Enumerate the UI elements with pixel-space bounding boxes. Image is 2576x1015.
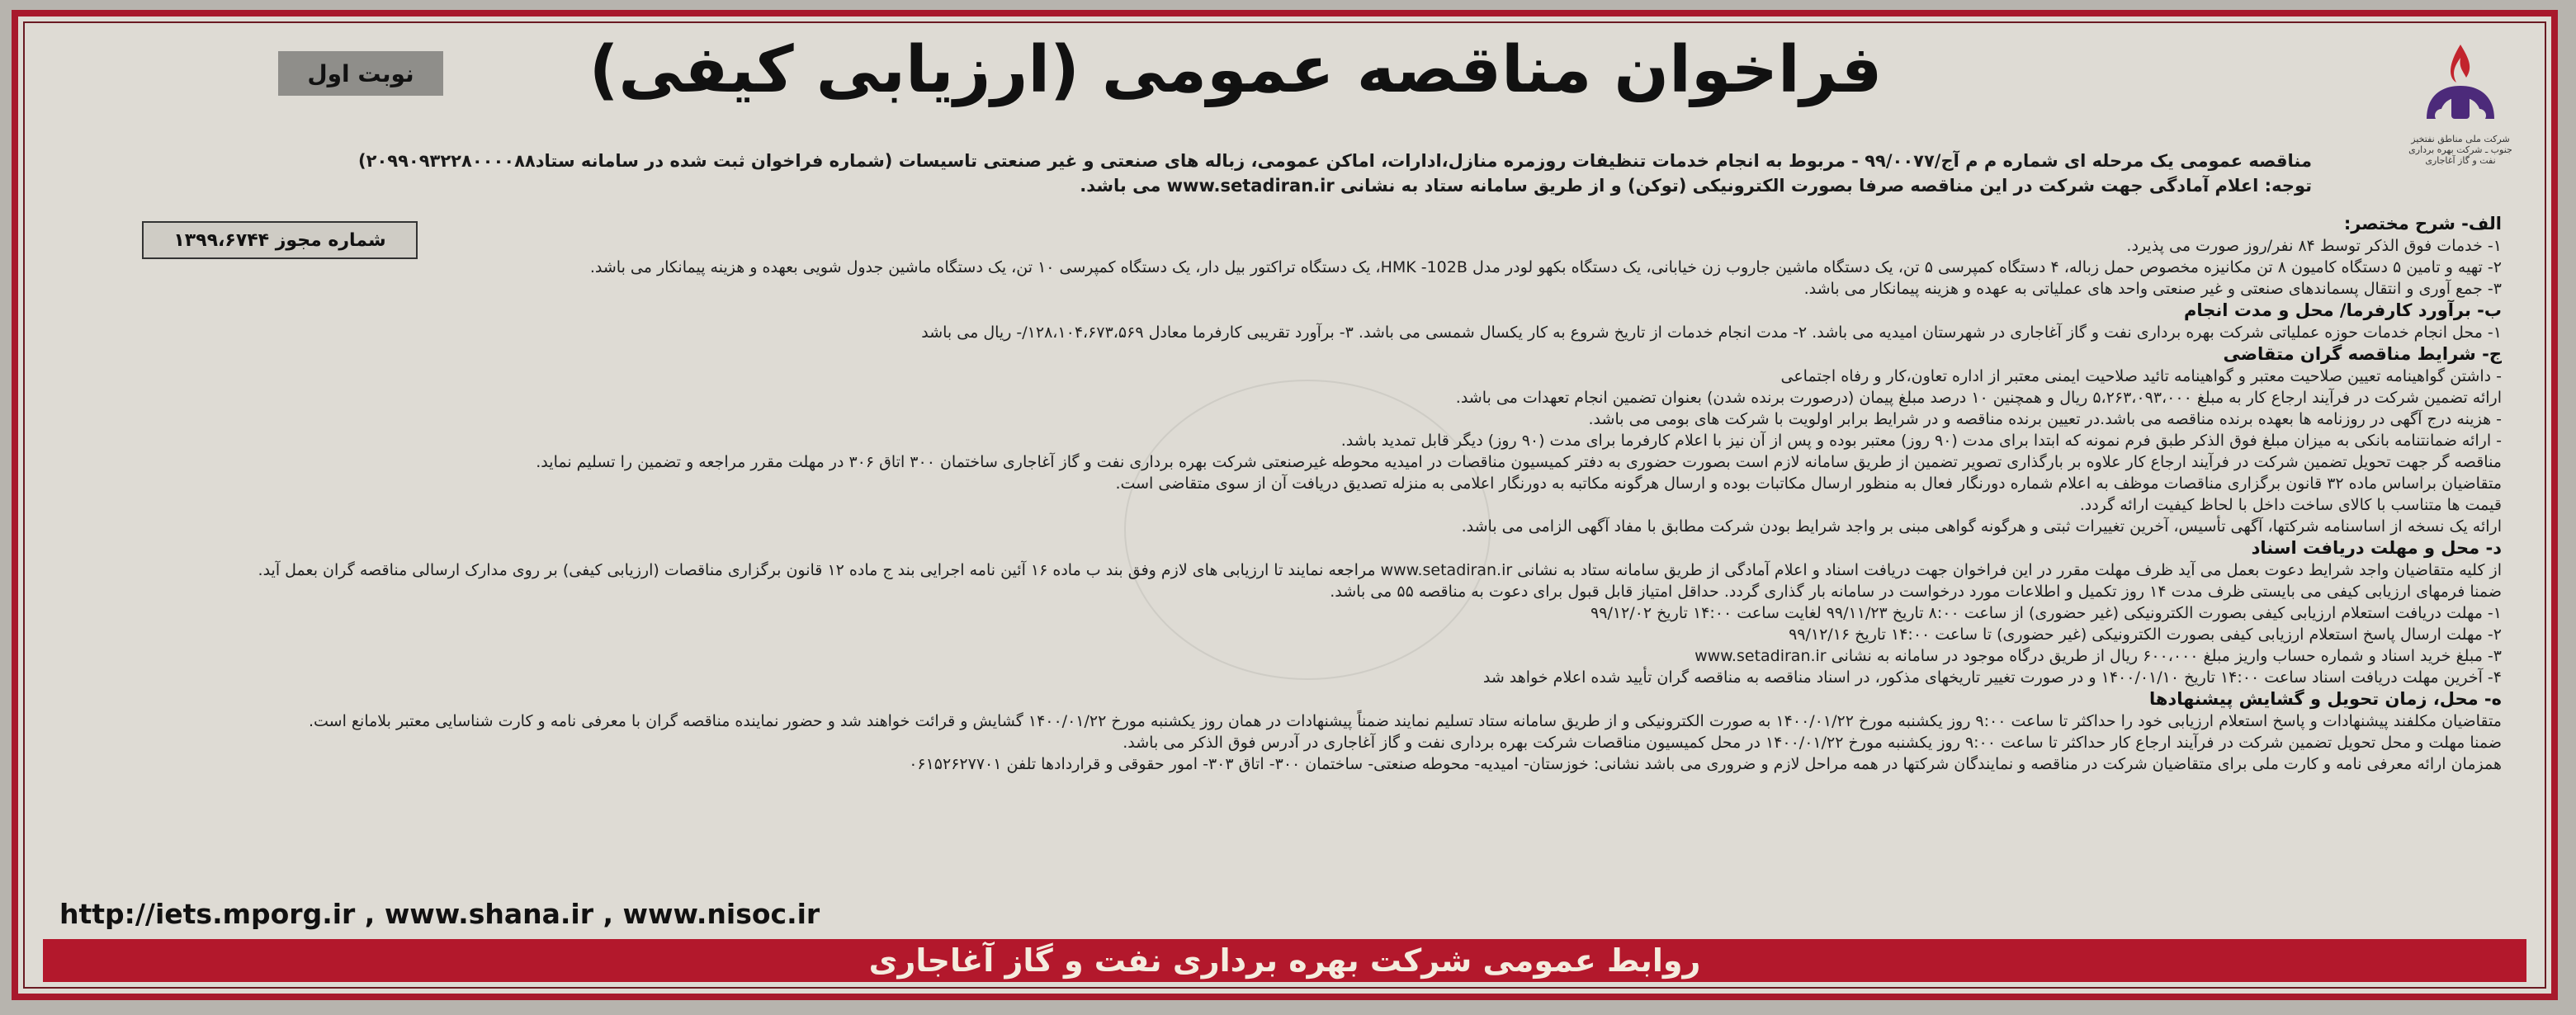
body-line: ۳- مبلغ خرید اسناد و شماره حساب واریز مبلغ ۶۰۰،۰۰۰ ریال از طریق درگاه موجود در سامانه به نشانی www.setadiran.ir <box>1694 647 2502 665</box>
tender-body <box>68 213 2502 775</box>
tender-notice-page <box>12 10 2558 1000</box>
body-line: از کلیه متقاضیان واجد شرایط دعوت بعمل می آید ظرف مهلت مقرر در این فراخوان جهت دریافت اسناد و اعلام آمادگی از طریق سامانه ستاد به نشانی www.setadiran.ir مراجعه نمایند تا ارزیابی های لازم وفق بند ب ماده ۱۶ آئین نامه اجرایی بند ج ماده ۱۲ قانون برگزاری مناقصات (ارزیابی کیفی) بر روی مدارک ارسالی مناقصه گران بعمل آید. <box>258 561 2502 579</box>
section-heading: الف- شرح مختصر: <box>2343 214 2502 234</box>
footer-banner: روابط عمومی شرکت بهره برداری نفت و گاز آغاجاری <box>43 939 2526 982</box>
body-line: ضمنا مهلت و محل تحویل تضمین شرکت در فرآیند ارجاع کار حداکثر تا ساعت ۹:۰۰ روز یکشنبه مورخ ۱۴۰۰/۰۱/۲۲ در محل کمیسیون مناقصات شرکت بهره برداری نفت و گاز آغاجاری در آدرس فوق الذکر می باشد. <box>1123 734 2502 752</box>
intro-line: مناقصه عمومی یک مرحله ای شماره م م آج/۹۹/۰۰۷۷ - مربوط به انجام خدمات تنظیفات روزمره منازل،ادارات، اماکن عمومی، زباله های صنعتی و غیر صنعتی تاسیسات (شماره فراخوان ثبت شده در سامانه ستاد۲۰۹۹۰۹۳۲۲۸۰۰۰۰۸۸) <box>358 151 2312 171</box>
body-line: - ارائه ضمانتنامه بانکی به میزان مبلغ فوق الذکر طبق فرم نمونه که ابتدا برای مدت (۹۰ روز) معتبر بوده و پس از آن نیز با اعلام کارفرما برای مدت (۹۰ روز) دیگر قابل تمدید باشد. <box>1340 432 2502 450</box>
body-line: ۳- جمع آوری و انتقال پسماندهای صنعتی و غیر صنعتی واحد های عملیاتی به عهده و هزینه پیمانکار می باشد. <box>1803 280 2502 298</box>
body-line: ۴- آخرین مهلت دریافت اسناد ساعت ۱۴:۰۰ تاریخ ۱۴۰۰/۰۱/۱۰ و در صورت تغییر تاریخهای مذکور، در اسناد مناقصه به مناقصه گران تأیید شده اعلام خواهد شد <box>1482 668 2502 687</box>
permit-number-badge: شماره مجوز ۱۳۹۹،۶۷۴۴ <box>142 221 418 259</box>
section-heading: ب- برآورد کارفرما/ محل و مدت انجام <box>2184 300 2502 320</box>
body-line: ارائه یک نسخه از اساسنامه شرکتها، آگهی تأسیس، آخرین تغییرات ثبتی و هرگونه گواهی مبنی بر واجد شرایط بودن شرکت مطابق با مفاد آگهی الزامی می باشد. <box>1461 517 2502 536</box>
body-line: متقاضیان مکلفند پیشنهادات و پاسخ استعلام ارزیابی خود را حداکثر تا ساعت ۹:۰۰ روز یکشنبه مورخ ۱۴۰۰/۰۱/۲۲ به صورت الکترونیکی و از طریق سامانه ستاد تسلیم نمایند ضمناً پیشنهادات در همان روز یکشنبه مورخ ۱۴۰۰/۰۱/۲۲ گشایش و قرائت خواهند شد و حضور نماینده مناقصه گران با معرفی نامه و کارت شناسایی معتبر بلامانع است. <box>308 712 2502 730</box>
body-line: ۲- تهیه و تامین ۵ دستگاه کامیون ۸ تن مکانیزه مخصوص حمل زباله، ۴ دستگاه کمپرسی ۵ تن، یک دستگاه ماشین جاروب زن خیابانی، یک دستگاه بکهو لودر مدل HMK -102B، یک دستگاه تراکتور بیل دار، یک دستگاه کمپرسی ۱۰ تن، یک دستگاه ماشین جدول شویی بعهده و هزینه پیمانکار می باشد. <box>589 258 2502 276</box>
body-line: - هزینه درج آگهی در روزنامه ها بعهده برنده مناقصه می باشد.در تعیین برنده مناقصه و در شرایط برابر اولویت با شرکت های بومی می باشد. <box>1588 410 2502 428</box>
logo-caption: شرکت ملی مناطق نفتخیز جنوب ـ شرکت بهره برداری نفت و گاز آغاجاری <box>2408 134 2512 166</box>
body-line: - داشتن گواهینامه تعیین صلاحیت معتبر و گواهینامه تائید صلاحیت ایمنی معتبر از اداره تعاون،کار و رفاه اجتماعی <box>1780 367 2502 385</box>
section-heading: ه- محل، زمان تحویل و گشایش پیشنهادها <box>2148 689 2502 709</box>
intro-block <box>358 149 2312 198</box>
website-links: http://iets.mporg.ir , www.shana.ir , www.nisoc.ir <box>59 898 820 930</box>
body-line: ضمنا فرمهای ارزیابی کیفی می بایستی ظرف مدت ۱۴ روز تکمیل و اطلاعات مورد درخواست در سامانه بار گذاری گردد. حداقل امتیاز قابل قبول برای دعوت به مناقصه ۵۵ می باشد. <box>1330 583 2502 601</box>
body-line: ۱- محل انجام خدمات حوزه عملیاتی شرکت بهره برداری نفت و گاز آغاجاری در شهرستان امیدیه می باشد. ۲- مدت انجام خدمات از تاریخ شروع به کار یکسال شمسی می باشد. ۳- برآورد تقریبی کارفرما معادل ۱۲۸،۱۰۴،۶۷۳،۵۶۹/- ریال می باشد <box>921 323 2502 342</box>
body-line: ۲- مهلت ارسال پاسخ استعلام ارزیابی کیفی بصورت الکترونیکی (غیر حضوری) تا ساعت ۱۴:۰۰ تاریخ ۹۹/۱۲/۱۶ <box>1789 626 2502 644</box>
intro-line: توجه: اعلام آمادگی جهت شرکت در این مناقصه صرفا بصورت الکترونیکی (توکن) و از طریق سامانه ستاد به نشانی www.setadiran.ir می باشد. <box>1080 176 2312 196</box>
section-heading: د- محل و مهلت دریافت اسناد <box>2251 538 2502 558</box>
body-line: همزمان ارائه معرفی نامه و کارت ملی برای متقاضیان شرکت در مناقصه و نمایندگان شرکتها در همه مراحل لازم و ضروری می باشد نشانی: خوزستان- امیدیه- محوطه صنعتی- ساختمان ۳۰۰- اتاق ۳۰۳- امور حقوقی و قراردادها تلفن ۰۶۱۵۲۶۲۷۷۰۱ <box>909 755 2502 773</box>
section-heading: ج- شرایط مناقصه گران متقاضی <box>2223 344 2502 364</box>
round-badge: نوبت اول <box>278 51 443 96</box>
body-line: مناقصه گر جهت تحویل تضمین شرکت در فرآیند ارجاع کار علاوه بر بارگذاری تصویر تضمین از طریق سامانه لازم است بصورت حضوری به دفتر کمیسیون مناقصات در امیدیه محوطه غیرصنعتی شرکت بهره برداری نفت و گاز آغاجاری ساختمان ۳۰۰ اتاق ۳۰۶ در مهلت مقرر مراجعه و تضمین را تسلیم نماید. <box>536 453 2502 471</box>
body-line: ۱- خدمات فوق الذکر توسط ۸۴ نفر/روز صورت می پذیرد. <box>2126 237 2502 255</box>
body-line: ۱- مهلت دریافت استعلام ارزیابی کیفی بصورت الکترونیکی (غیر حضوری) از ساعت ۸:۰۰ تاریخ ۹۹/۱۱/۲۳ لغایت ساعت ۱۴:۰۰ تاریخ ۹۹/۱۲/۰۲ <box>1591 604 2502 622</box>
body-line: قیمت ها متناسب با کالای ساخت داخل با لحاظ کیفیت ارائه گردد. <box>2079 496 2502 514</box>
body-line: متقاضیان براساس ماده ۳۲ قانون برگزاری مناقصات موظف به اعلام شماره دورنگار فعال به منظور ارسال مکاتبات بوده و ارسال هرگونه مکاتبه به دورنگار اعلامی به منزله تصدیق دریافت آن از سوی متقاضی است. <box>1115 474 2502 493</box>
page-title: فراخوان مناقصه عمومی (ارزیابی کیفی) <box>588 33 1883 107</box>
company-logo <box>2403 40 2518 172</box>
flame-logo-icon <box>2415 40 2506 130</box>
body-line: ارائه تضمین شرکت در فرآیند ارجاع کار به مبلغ ۵،۲۶۳،۰۹۳،۰۰۰ ریال و همچنین ۱۰ درصد مبلغ پیمان (درصورت برنده شدن) بعنوان تضمین انجام تعهدات می باشد. <box>1455 389 2502 407</box>
